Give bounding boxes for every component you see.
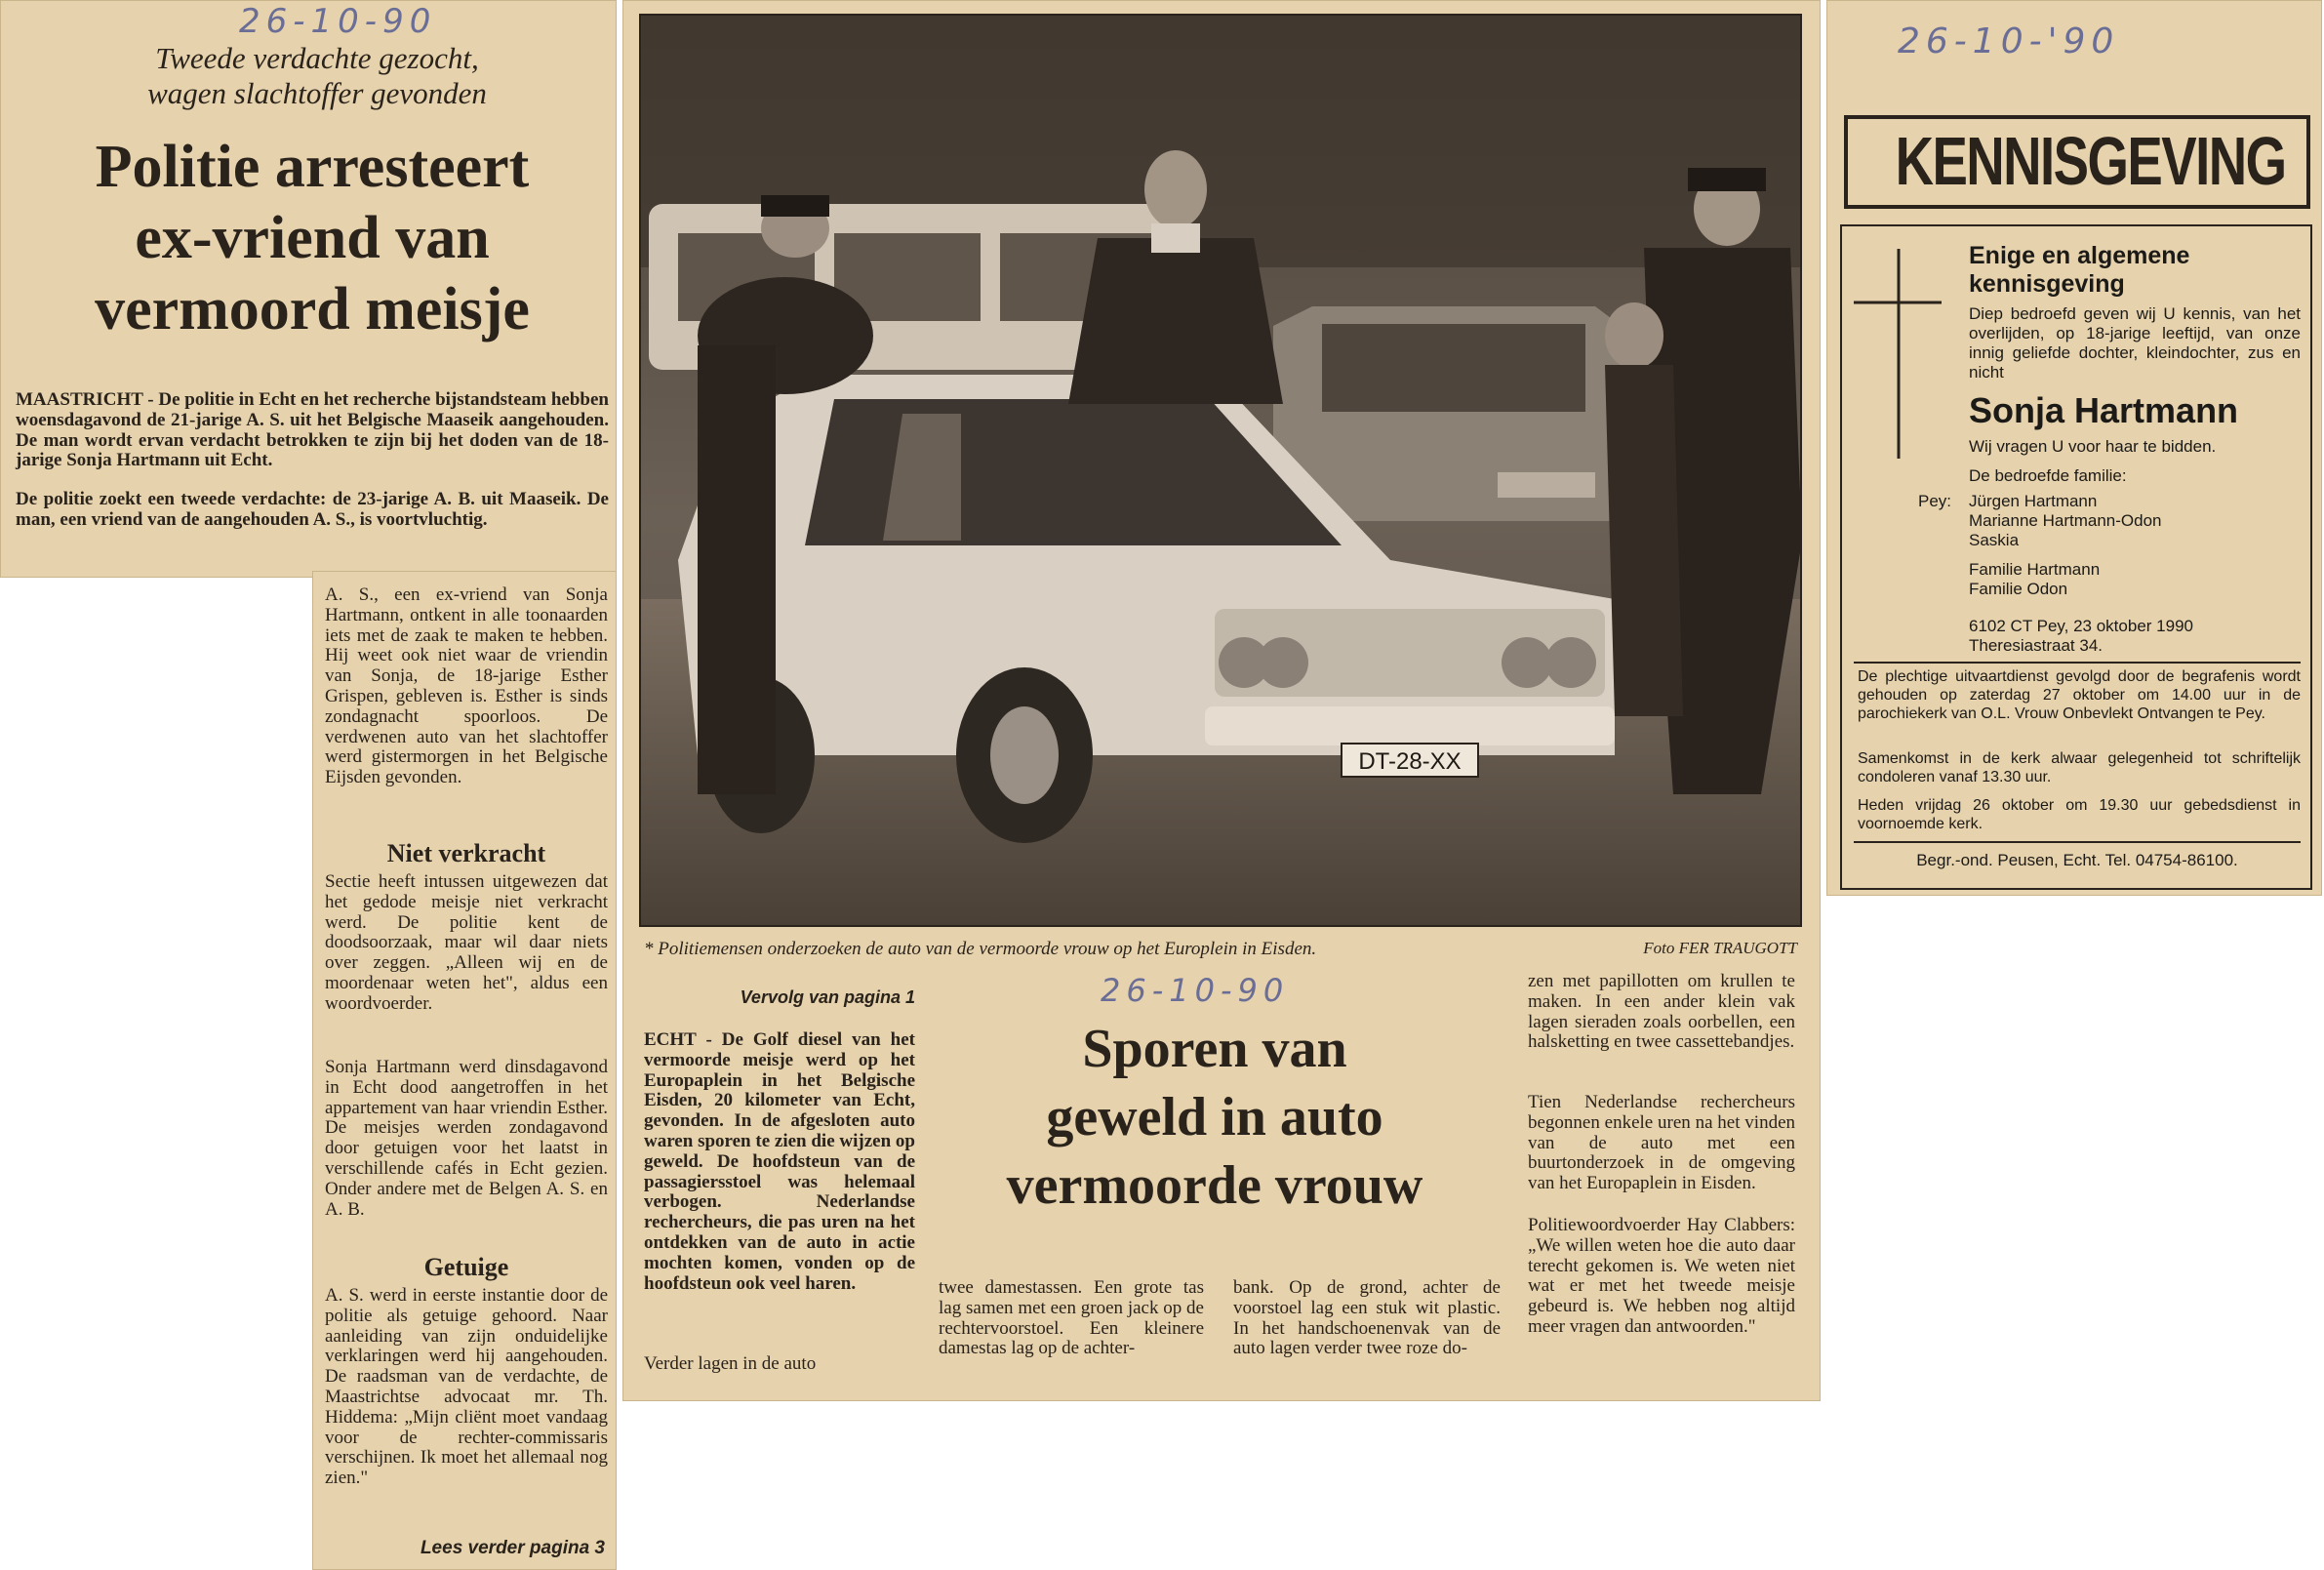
notice-title [1969,242,2301,299]
funeral-details: De plechtige uitvaartdienst gevolgd door de begrafenis wordt gehouden op zaterdag 27 oktober om 14.00 uur in de parochiekerk van O.L. Vrouw Onbevlekt Ontvangen te Pey. [1858,668,2301,722]
lead-paragraph: MAASTRICHT - De politie in Echt en het recherche bijstandsteam hebben woensdagavond de 21-jarige A. S. uit het Belgische Maaseik aangehouden. De man wordt ervan verdacht betrokken te zijn bij het doden van de 18-jarige Sonja Hartmann uit Echt. [16,389,609,471]
notice-request: Wij vragen U voor haar te bidden. [1969,437,2217,456]
headline-line: Politie arresteert [95,134,530,200]
middle-body-paragraph: twee damestassen. Een grote tas lag samen met een groen jack op de rechtervoorstoel. Een kleinere damestas lag op de achter- [939,1277,1204,1359]
notice-address [1969,617,2301,656]
kicker-line: wagen slachtoffer gevonden [147,76,487,110]
place-label: Pey: [1918,492,1952,510]
notice-title-line: kennisgeving [1969,270,2125,298]
headline-line: Sporen van [1082,1019,1347,1079]
middle-headline [927,1015,1503,1220]
vigil-details: Heden vrijdag 26 oktober om 19.30 uur gebedsdienst in voornoemde kerk. [1858,797,2301,832]
headline [10,132,615,345]
headline-line: ex-vriend van [135,205,490,271]
undertaker: Begr.-ond. Peusen, Echt. Tel. 04754-86100. [1916,851,2238,869]
news-photo [639,14,1802,927]
notice-divider [1854,841,2301,843]
family-name: Familie Hartmann [1969,560,2101,579]
middle-body-paragraph: Tien Nederlandse rechercheurs begonnen enkele uren na het vinden van de auto met een buurtonderzoek in de omgeving van het Europaplein in Eisden. [1528,1092,1795,1194]
notice-divider [1854,662,2301,664]
headline-line: vermoord meisje [95,276,530,342]
family-member: Marianne Hartmann-Odon [1969,511,2162,530]
license-plate: DT-28-XX [1358,748,1462,775]
headline-line: vermoorde vrouw [1006,1155,1423,1216]
cross-icon [1854,249,1942,459]
photo-credit: Foto FER TRAUGOTT [1643,939,1797,957]
photo-caption: * Politiemensen onderzoeken de auto van de vermoorde vrouw op het Europlein in Eisden. [644,939,1317,959]
family-name: Familie Odon [1969,580,2068,598]
gathering-details: Samenkomst in de kerk alwaar gelegenheid tot schriftelijk condoleren vanaf 13.30 uur. [1858,750,2301,785]
body-paragraph: A. S., een ex-vriend van Sonja Hartmann, ontkent in alle toonaarden iets met de zaak te maken te hebben. Hij weet ook niet waar de vriendin van Sonja, de 18-jarige Esther Grispen, gebleven is. Esther is sinds zondagnacht spoorloos. De verdwenen auto van het slachtoffer werd gistermorgen in het Belgische Eijsden gevonden. [325,584,608,788]
family-label: De bedroefde familie: [1969,466,2127,485]
body-paragraph: A. S. werd in eerste instantie door de politie als getuige gehoord. Naar aanleiding van zijn onduidelijke verklaringen werd hij aangehouden. De raadsman van de verdachte, de Maastrichtse advocaat mr. Th. Hiddema: „Mijn cliënt moet vandaag voor de rechter-commissaris verschijnen. Ik moet het allemaal nog zien." [325,1285,608,1489]
middle-body-paragraph: Politiewoordvoerder Hay Clabbers: „We willen weten hoe die auto daar terecht gekomen is. We weten niet wat er met het tweede meisje gebeurd is. We hebben nog altijd meer vragen dan antwoorden." [1528,1215,1795,1337]
body-paragraph: Sectie heeft intussen uitgewezen dat het gedode meisje niet verkracht werd. De politie kent de doodsoorzaak, maar wil daar niets over zeggen. „Alleen wij en de moordenaar weten het", aldus een woordvoerder. [325,871,608,1014]
address-line: 6102 CT Pey, 23 oktober 1990 [1969,617,2193,635]
family-member: Saskia [1969,531,2020,549]
kicker-line: Tweede verdachte gezocht, [155,41,479,75]
notice-intro: Diep bedroefd geven wij U kennis, van het overlijden, op 18-jarige leeftijd, van onze innig geliefde dochter, kleindochter, zus en nicht [1969,304,2301,382]
handwritten-date: 26-10-'90 [1898,21,2120,61]
handwritten-date: 26-10-90 [239,2,437,41]
handwritten-date: 26-10-90 [1101,972,1290,1009]
middle-body-paragraph: zen met papillotten om krullen te maken. In een ander klein vak lagen sieraden zoals oorbellen, een halsketting en twee cassettebandjes. [1528,971,1795,1053]
middle-body-paragraph: Verder lagen in de auto [644,1353,817,1374]
extended-families [1969,560,2301,599]
middle-body-paragraph: bank. Op de grond, achter de voorstoel lag een stuk wit plastic. In het handschoenenvak van de auto lagen verder twee roze do- [1233,1277,1501,1359]
continued-from: Vervolg van pagina 1 [740,987,915,1007]
notice-title-line: Enige en algemene [1969,242,2190,269]
family-members [1969,492,2301,550]
middle-lead-paragraph: ECHT - De Golf diesel van het vermoorde meisje werd op het Europaplein in het Belgische Eisden, 20 kilometer van Echt, gevonden. In de afgesloten auto waren sporen te zien die wijzen op geweld. De hoofdsteun van de passagiersstoel was helemaal verbogen. Nederlandse rechercheurs, die pas uren na het ontdekken van de auto in actie mochten komen, vonden op de hoofdsteun ook veel haren. [644,1029,915,1294]
subheading: Niet verkracht [386,839,546,867]
subheading: Getuige [423,1253,509,1281]
deceased-name: Sonja Hartmann [1969,390,2239,430]
kicker [29,41,605,111]
address-line: Theresiastraat 34. [1969,636,2104,655]
headline-line: geweld in auto [1046,1087,1383,1147]
family-member: Jürgen Hartmann [1969,492,2098,510]
continued-link: Lees verder pagina 3 [420,1538,605,1558]
lead-paragraph-2: De politie zoekt een tweede verdachte: de 23-jarige A. B. uit Maaseik. De man, een vriend van de aangehouden A. S., is voortvluchtig. [16,489,609,530]
body-paragraph: Sonja Hartmann werd dinsdagavond in Echt dood aangetroffen in het appartement van haar vriendin Esther. De meisjes werden zondagavond door getuigen voor het laatst in verschillende cafés in Echt gezien. Onder andere met de Belgen A. S. en A. B. [325,1057,608,1220]
notice-header: KENNISGEVING [1895,123,2286,199]
